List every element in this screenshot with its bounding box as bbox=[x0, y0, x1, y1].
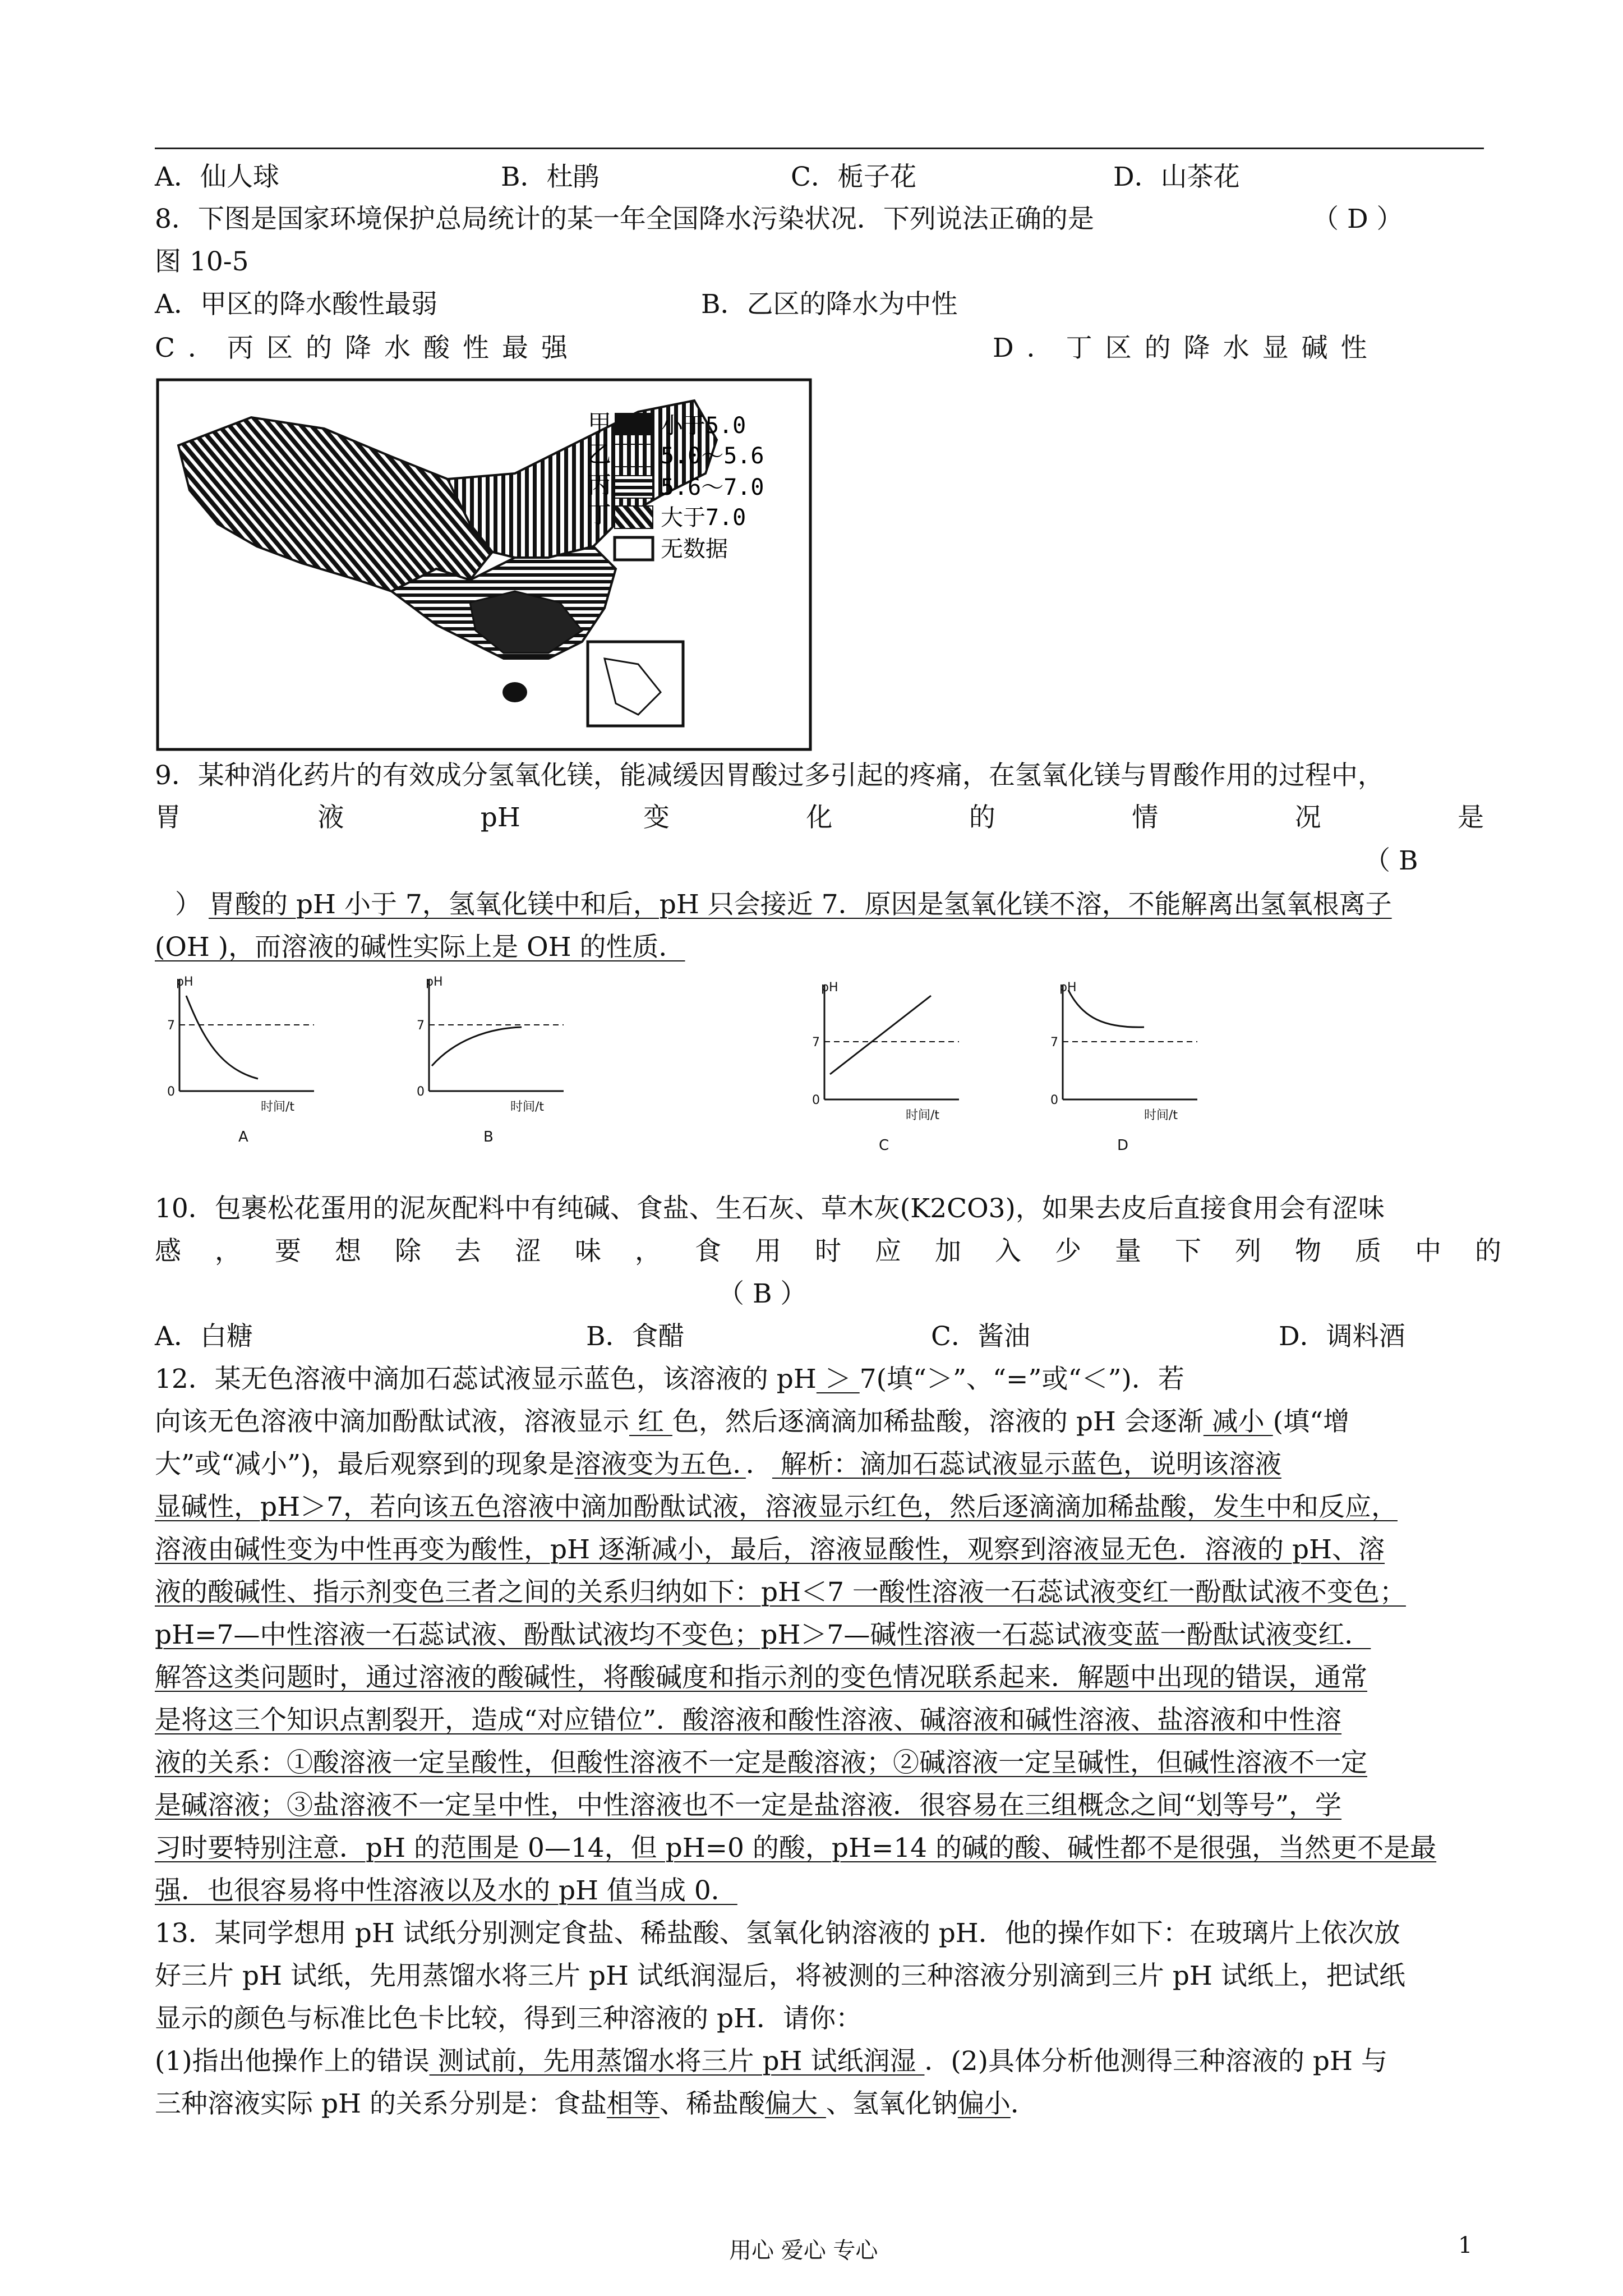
q10-option-d: D．调料酒 bbox=[1279, 1321, 1405, 1352]
legend-region-1: 甲 bbox=[588, 409, 612, 437]
q12-line1-a: 12．某无色溶液中滴加石蕊试液显示蓝色，该溶液的 pH bbox=[155, 1364, 817, 1395]
graph-d-label: D bbox=[1117, 1137, 1129, 1153]
graph-b-label: B bbox=[483, 1129, 494, 1145]
q12-analysis-start: 解析：滴加石蕊试液显示蓝色，说明该溶液 bbox=[772, 1449, 1281, 1480]
page-number: 1 bbox=[1458, 2233, 1473, 2258]
graph-d-zero: 0 bbox=[1050, 1093, 1058, 1107]
q10-stem-line1: 10．包裹松花蛋用的泥灰配料中有纯碱、食盐、生石灰、草木灰(K2CO3)，如果去皮后直接食用会有涩味 bbox=[155, 1193, 1385, 1224]
q7-option-b: B．杜鹃 bbox=[501, 162, 600, 192]
q13-line4 bbox=[155, 2044, 1484, 2079]
q13-line4-c: ．(2)具体分析他测得三种溶液的 pH 与 bbox=[924, 2046, 1387, 2077]
graph-d-ylabel: pH bbox=[1059, 981, 1077, 995]
q13-line4-a: (1)指出他操作上的错误 bbox=[155, 2046, 430, 2077]
q12-line2-c: 色，然后逐滴滴加稀盐酸，溶液的 pH 会逐渐 bbox=[672, 1406, 1204, 1437]
q10-option-a: A．白糖 bbox=[155, 1321, 253, 1352]
q13-line2: 好三片 pH 试纸，先用蒸馏水将三片 pH 试纸润湿后，将被测的三种溶液分别滴到三片 pH 试纸上，把试纸 bbox=[155, 1961, 1405, 1991]
q12-line3 bbox=[155, 1447, 1484, 1482]
q9-answer-close: ） bbox=[175, 889, 201, 920]
graph-c-ylabel: pH bbox=[821, 981, 838, 995]
q13-line5-a: 三种溶液实际 pH 的关系分别是：食盐 bbox=[155, 2088, 607, 2119]
precipitation-map-figure bbox=[156, 378, 812, 751]
q13-blank-base: 偏小 bbox=[957, 2088, 1011, 2119]
graph-c-zero: 0 bbox=[812, 1093, 820, 1107]
q9-stem-line2 bbox=[155, 800, 1484, 835]
q13-line5-g: ． bbox=[1010, 2088, 1037, 2119]
legend-range-2: 5.0～5.6 bbox=[661, 443, 764, 469]
q12-line2 bbox=[155, 1405, 1484, 1439]
legend-swatch-5 bbox=[615, 537, 653, 560]
q9-analysis-line1: 胃酸的 pH 小于 7，氢氧化镁中和后，pH 只会接近 7．原因是氢氧化镁不溶，不能解离出氢氧根离子 bbox=[209, 889, 1392, 920]
q7-option-a: A．仙人球 bbox=[155, 162, 279, 192]
q13-line3: 显示的颜色与标准比色卡比较，得到三种溶液的 pH．请你： bbox=[155, 2003, 863, 2034]
q8-option-d: D．丁区的降水显碱性 bbox=[993, 333, 1380, 364]
graph-b-zero: 0 bbox=[417, 1085, 425, 1099]
legend-swatch-3 bbox=[615, 476, 653, 498]
q9-stem-line2-text: 胃 液 pH 变 化 的 情 况 是 bbox=[155, 802, 1484, 833]
q8-stem: 8．下图是国家环境保护总局统计的某一年全国降水污染状况．下列说法正确的是 bbox=[155, 204, 1094, 234]
q12-analysis-line10: 强．也很容易将中性溶液以及水的 pH 值当成 0． bbox=[155, 1875, 737, 1906]
q12-analysis-line9: 习时要特别注意．pH 的范围是 0—14，但 pH=0 的酸，pH=14 的碱的酸、碱性都不是很强，当然更不是最 bbox=[155, 1833, 1437, 1864]
q12-line2-a: 向该无色溶液中滴加酚酞试液，溶液显示 bbox=[155, 1406, 629, 1437]
q12-line1-c: 7(填“＞”、“=”或“＜”)．若 bbox=[859, 1364, 1184, 1395]
q12-analysis-line3: 液的酸碱性、指示剂变色三者之间的关系归纳如下：pH＜7 一酸性溶液一石蕊试液变红一酚酞试液不变色； bbox=[155, 1577, 1406, 1608]
q9-answer: （ B bbox=[1364, 845, 1418, 876]
q12-blank-ph: ＞ bbox=[816, 1364, 860, 1395]
q8-option-b: B．乙区的降水为中性 bbox=[701, 289, 958, 320]
q10-stem-line2-text: 感，要想除去涩味，食用时应加入少量下列物质中的 bbox=[155, 1236, 1535, 1267]
q12-line3-a: 大”或“减小”)，最后观察到的现象是 bbox=[155, 1449, 575, 1480]
q7-option-d: D．山茶花 bbox=[1113, 162, 1240, 192]
graph-b bbox=[417, 975, 564, 1145]
q12-analysis-line4: pH=7—中性溶液一石蕊试液、酚酞试液均不变色；pH＞7—碱性溶液一石蕊试液变蓝一酚酞试液变红． bbox=[155, 1619, 1371, 1650]
q9-ph-graphs bbox=[151, 973, 1329, 1153]
legend-range-3: 5.6～7.0 bbox=[661, 475, 764, 500]
q12-blank-color: 红 bbox=[629, 1406, 672, 1437]
map-island bbox=[502, 682, 527, 702]
graph-c-label: C bbox=[879, 1137, 889, 1153]
q13-blank-salt: 相等 bbox=[606, 2088, 660, 2119]
graph-b-ylabel: pH bbox=[426, 975, 443, 989]
graph-b-xlabel: 时间/t bbox=[510, 1100, 545, 1114]
q8-option-a: A．甲区的降水酸性最弱 bbox=[155, 289, 437, 320]
q10-answer: （ B ） bbox=[718, 1278, 807, 1309]
q13-blank-acid: 偏大 bbox=[764, 2088, 826, 2119]
q12-blank-phenomenon: 溶液变为五色． bbox=[574, 1449, 746, 1480]
legend-swatch-2 bbox=[615, 444, 653, 467]
legend-range-4: 大于7.0 bbox=[661, 505, 746, 531]
q13-line5 bbox=[155, 2087, 1484, 2122]
header-rule bbox=[155, 148, 1484, 149]
q9-stem-line1: 9．某种消化药片的有效成分氢氧化镁，能减缓因胃酸过多引起的疼痛，在氢氧化镁与胃酸作用的过程中， bbox=[155, 760, 1384, 791]
graph-c-xlabel: 时间/t bbox=[906, 1108, 940, 1122]
q12-line1 bbox=[155, 1362, 1484, 1397]
graph-c bbox=[812, 981, 959, 1153]
q10-option-b: B．食醋 bbox=[586, 1321, 685, 1352]
q10-option-c: C．酱油 bbox=[931, 1321, 1030, 1352]
graph-b-ref: 7 bbox=[417, 1019, 425, 1033]
q12-line2-e: (填“增 bbox=[1272, 1406, 1350, 1437]
graph-d-xlabel: 时间/t bbox=[1144, 1108, 1178, 1122]
legend-region-4: 丁 bbox=[588, 501, 612, 528]
graph-a-ref: 7 bbox=[167, 1019, 175, 1033]
legend-range-5: 无数据 bbox=[661, 536, 728, 562]
graph-d bbox=[1050, 981, 1197, 1153]
graph-a-xlabel: 时间/t bbox=[261, 1100, 295, 1114]
q8-answer: （ D ） bbox=[1312, 204, 1403, 234]
footer-motto: 用心 爱心 专心 bbox=[729, 2238, 878, 2263]
q8-option-c: C．丙区的降水酸性最强 bbox=[155, 333, 580, 364]
graph-a-zero: 0 bbox=[167, 1085, 175, 1099]
graph-c-ref: 7 bbox=[812, 1036, 820, 1050]
legend-swatch-1 bbox=[615, 413, 653, 435]
q12-analysis-line8: 是碱溶液；③盐溶液不一定呈中性，中性溶液也不一定是盐溶液．很容易在三组概念之间“划等号”，学 bbox=[155, 1790, 1342, 1821]
legend-range-1: 小于5.0 bbox=[661, 413, 746, 439]
legend-swatch-4 bbox=[615, 506, 653, 528]
q13-line5-e: 、氢氧化钠 bbox=[826, 2088, 958, 2119]
q12-analysis-line1: 显碱性，pH＞7，若向该五色溶液中滴加酚酞试液，溶液显示红色，然后逐滴滴加稀盐酸，发生中和反应， bbox=[155, 1492, 1398, 1522]
q12-analysis-line5: 解答这类问题时，通过溶液的酸碱性，将酸碱度和指示剂的变色情况联系起来．解题中出现的错误，通常 bbox=[155, 1662, 1367, 1693]
q9-analysis-line2: (OH )，而溶液的碱性实际上是 OH 的性质． bbox=[155, 932, 685, 963]
legend-region-3: 丙 bbox=[588, 471, 612, 499]
q13-line5-c: 、稀盐酸 bbox=[659, 2088, 765, 2119]
q10-stem-line2 bbox=[155, 1234, 1535, 1269]
q12-analysis-line2: 溶液由碱性变为中性再变为酸性，pH 逐渐减小，最后，溶液显酸性，观察到溶液显无色．溶液的 pH、溶 bbox=[155, 1534, 1385, 1565]
q13-blank-error: 测试前，先用蒸馏水将三片 pH 试纸润湿 bbox=[429, 2046, 925, 2077]
q12-analysis-line6: 是将这三个知识点割裂开，造成“对应错位”．酸溶液和酸性溶液、碱溶液和碱性溶液、盐溶液和中性溶 bbox=[155, 1705, 1342, 1736]
q7-option-c: C．栀子花 bbox=[791, 162, 916, 192]
q13-line1: 13．某同学想用 pH 试纸分别测定食盐、稀盐酸、氢氧化钠溶液的 pH．他的操作如下：在玻璃片上依次放 bbox=[155, 1918, 1400, 1949]
legend-region-2: 乙 bbox=[588, 440, 612, 468]
graph-a-label: A bbox=[238, 1129, 248, 1145]
q12-line3-c: ． bbox=[745, 1449, 772, 1480]
graph-d-ref: 7 bbox=[1050, 1036, 1058, 1050]
q12-blank-trend: 减小 bbox=[1203, 1406, 1273, 1437]
q12-analysis-line7: 液的关系：①酸溶液一定呈酸性，但酸性溶液不一定是酸溶液；②碱溶液一定呈碱性，但碱性溶液不一定 bbox=[155, 1747, 1367, 1778]
graph-a-ylabel: pH bbox=[176, 975, 193, 989]
graph-a bbox=[167, 975, 314, 1145]
q8-figure-label: 图 10-5 bbox=[155, 246, 249, 277]
